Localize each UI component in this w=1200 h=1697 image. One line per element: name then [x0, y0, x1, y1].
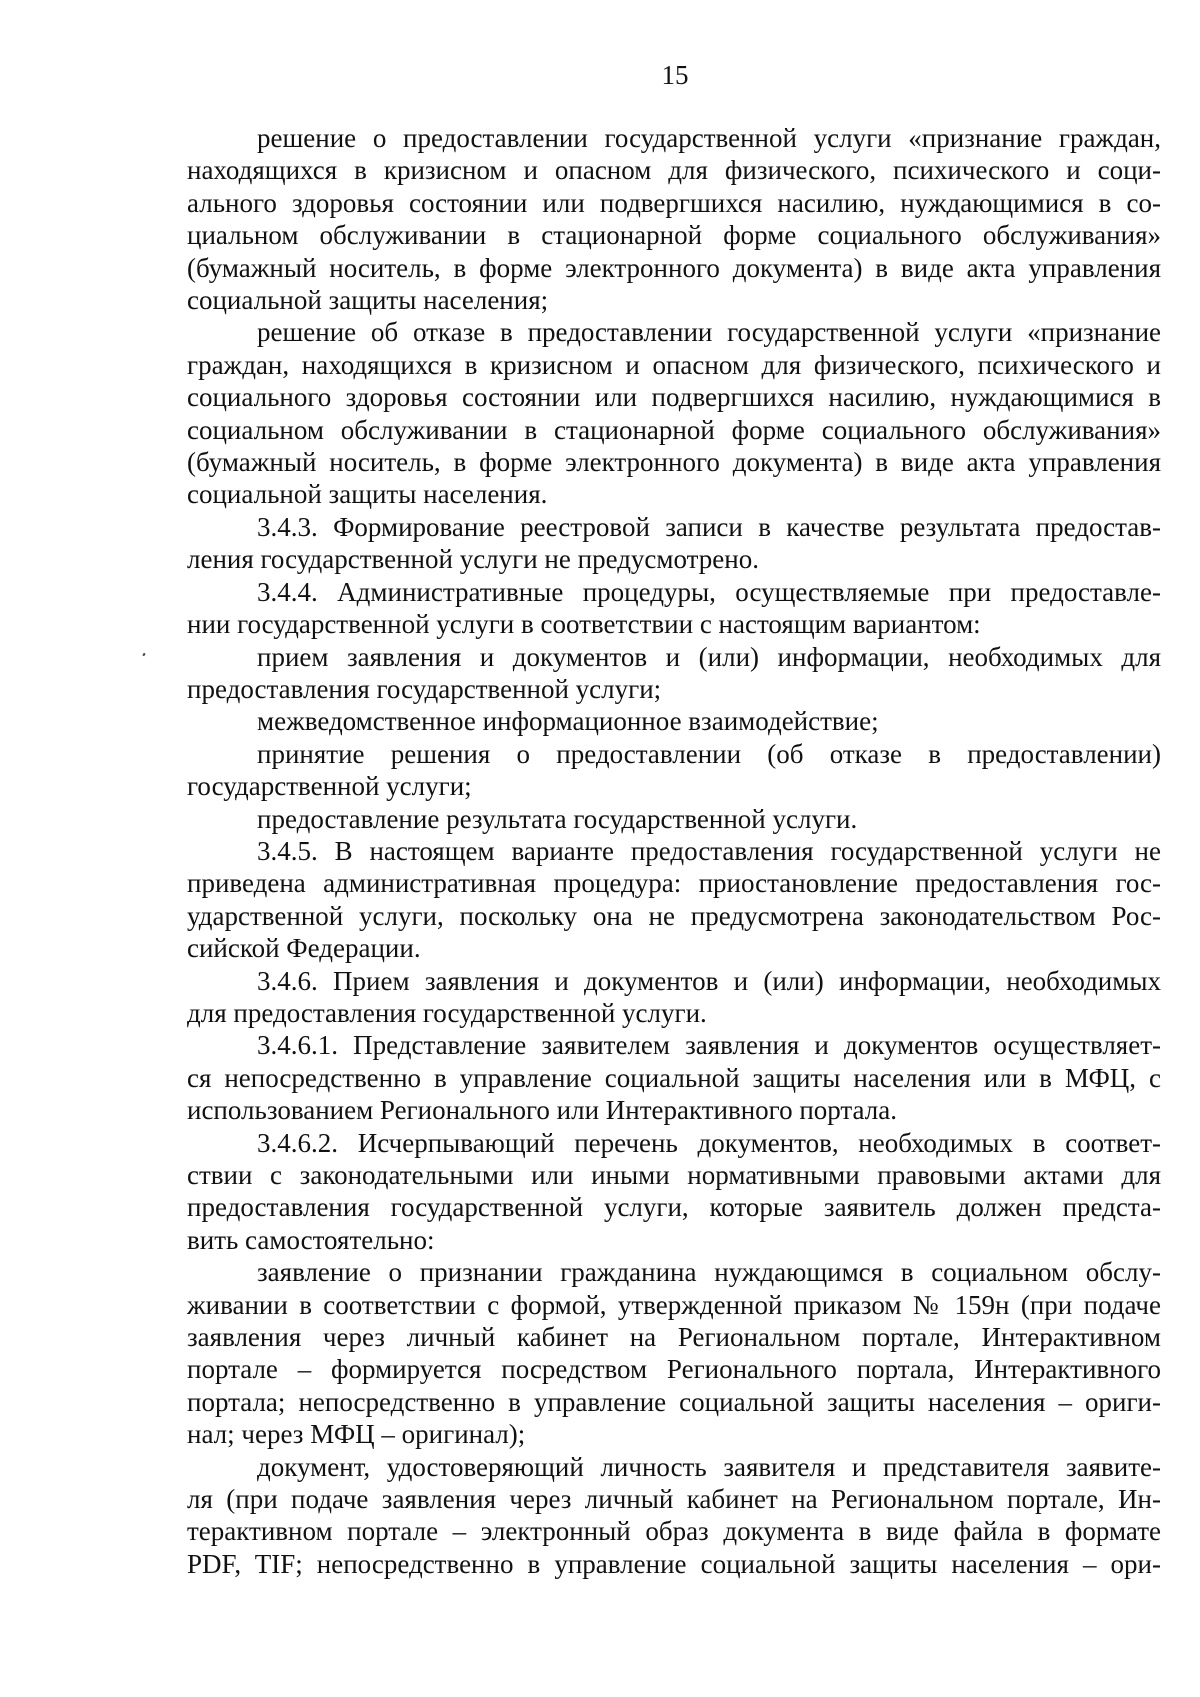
text-line: портала; непосредственно в управление социальной защиты населения – ориги- — [187, 1386, 1161, 1417]
paragraph — [187, 641, 1161, 706]
paragraph — [187, 511, 1161, 576]
text-line: нал; через МФЦ – оригинал); — [187, 1419, 526, 1450]
paragraph — [187, 835, 1161, 965]
text-line: ля (при подаче заявления через личный кабинет на Региональном портале, Ин- — [187, 1484, 1161, 1515]
text-line: граждан, находящихся в кризисном и опасном для физического, психического и — [187, 349, 1161, 380]
text-line: 3.4.6.2. Исчерпывающий перечень документов, необходимых в соответ- — [257, 1127, 1161, 1158]
text-line: государственной услуги; — [187, 771, 472, 802]
text-line: сийской Федерации. — [187, 933, 421, 964]
text-line: вить самостоятельно: — [187, 1224, 435, 1255]
text-line: заявления через личный кабинет на Региональном портале, Интерактивном — [187, 1322, 1161, 1353]
text-line: находящихся в кризисном и опасном для физического, психического и соци- — [187, 155, 1161, 186]
text-line: документ, удостоверяющий личность заявителя и представителя заявите- — [257, 1451, 1161, 1482]
text-line: предоставление результата государственной услуги. — [257, 803, 858, 834]
paragraph — [187, 1256, 1161, 1450]
text-line: социального здоровья состоянии или подвергшихся насилию, нуждающимися в — [187, 382, 1161, 413]
text-line: заявление о признании гражданина нуждающимся в социальном обслу- — [257, 1257, 1161, 1288]
text-line: принятие решения о предоставлении (об отказе в предоставлении) — [257, 738, 1161, 769]
text-line: решение об отказе в предоставлении государственной услуги «признание — [257, 317, 1161, 348]
text-line: ударственной услуги, поскольку она не предусмотрена законодательством Рос- — [187, 900, 1161, 931]
text-line: ствии с законодательными или иными нормативными правовыми актами для — [187, 1160, 1161, 1190]
text-line: использованием Регионального или Интерактивного портала. — [187, 1095, 897, 1126]
paragraph — [187, 803, 1161, 835]
text-line: приведена административная процедура: приостановление предоставления гос- — [187, 868, 1161, 899]
text-line: прием заявления и документов и (или) информации, необходимых для — [257, 641, 1161, 672]
text-line: 3.4.6.1. Представление заявителем заявления и документов осуществляет- — [257, 1030, 1161, 1061]
document-body — [187, 122, 1161, 1580]
text-line: предоставления государственной услуги; — [187, 673, 662, 704]
text-line: социальном обслуживании в стационарной форме социального обслуживания» — [187, 414, 1161, 445]
text-line: нии государственной услуги в соответствии с настоящим вариантом: — [187, 609, 981, 640]
text-line: портале – формируется посредством Регионального портала, Интерактивного — [187, 1354, 1161, 1385]
text-line: предоставления государственной услуги, которые заявитель должен предста- — [187, 1192, 1161, 1223]
text-line: PDF, TIF; непосредственно в управление социальной защиты населения – ори- — [187, 1548, 1161, 1579]
text-line: 3.4.3. Формирование реестровой записи в качестве результата предостав- — [257, 511, 1161, 542]
page-number: 15 — [661, 60, 689, 90]
text-line: социальной защиты населения. — [187, 479, 548, 510]
text-line: социальной защиты населения; — [187, 285, 549, 316]
paragraph — [187, 705, 1161, 737]
paragraph — [187, 1451, 1161, 1581]
text-line: (бумажный носитель, в форме электронного документа) в виде акта управления — [187, 252, 1161, 283]
paragraph — [187, 122, 1161, 316]
text-line: для предоставления государственной услуги. — [187, 997, 707, 1028]
text-line: ального здоровья состоянии или подвергшихся насилию, нуждающимися в со- — [187, 187, 1161, 218]
scan-speck — [142, 653, 145, 657]
text-line: ления государственной услуги не предусмотрено. — [187, 544, 759, 575]
text-line: 3.4.5. В настоящем варианте предоставления государственной услуги не — [257, 835, 1161, 866]
paragraph — [187, 1127, 1161, 1257]
text-line: ся непосредственно в управление социальной защиты населения или в МФЦ, с — [187, 1062, 1161, 1093]
text-line: живании в соответствии с формой, утвержденной приказом № 159н (при подаче — [187, 1289, 1161, 1320]
text-line: решение о предоставлении государственной услуги «признание граждан, — [257, 123, 1161, 153]
paragraph — [187, 738, 1161, 803]
paragraph — [187, 1029, 1161, 1126]
text-line: (бумажный носитель, в форме электронного документа) в виде акта управления — [187, 447, 1161, 478]
paragraph — [187, 316, 1161, 510]
text-line: 3.4.4. Административные процедуры, осуществляемые при предоставле- — [257, 576, 1161, 607]
text-line: циальном обслуживании в стационарной форме социального обслуживания» — [187, 220, 1161, 251]
text-line: терактивном портале – электронный образ документа в виде файла в формате — [187, 1516, 1161, 1547]
paragraph — [187, 965, 1161, 1030]
paragraph — [187, 576, 1161, 641]
text-line: 3.4.6. Прием заявления и документов и (или) информации, необходимых — [257, 965, 1161, 996]
text-line: межведомственное информационное взаимодействие; — [257, 706, 879, 737]
